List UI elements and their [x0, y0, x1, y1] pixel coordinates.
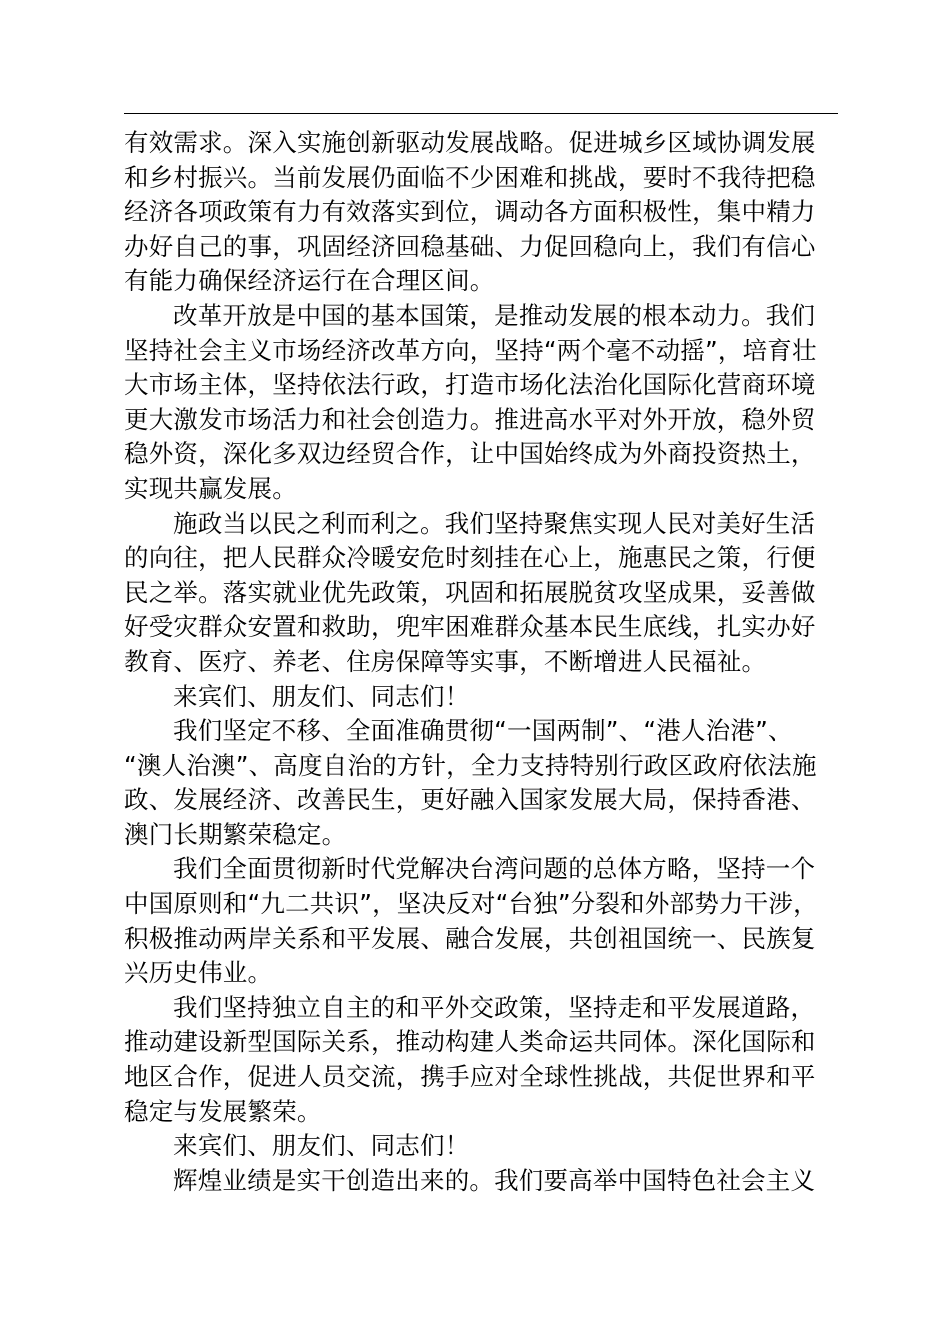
text-line: 稳定与发展繁荣。	[124, 1096, 322, 1126]
text-line: 大市场主体，坚持依法行政，打造市场化法治化国际化营商环境	[124, 370, 816, 400]
text-line: 有效需求。深入实施创新驱动发展战略。促进城乡区域协调发展	[124, 128, 816, 157]
text-line: 教育、医疗、养老、住房保障等实事，不断增进人民福祉。	[124, 646, 767, 676]
text-line: “澳人治澳”、高度自治的方针，全力支持特别行政区政府依法施	[124, 750, 817, 780]
document-body	[124, 126, 840, 1198]
text-line: 推动建设新型国际关系，推动构建人类命运共同体。深化国际和	[124, 1027, 816, 1057]
text-line: 兴历史伟业。	[124, 958, 273, 988]
text-line: 澳门长期繁荣稳定。	[124, 819, 347, 849]
text-line: 更大激发市场活力和社会创造力。推进高水平对外开放，稳外贸	[124, 404, 816, 434]
text-line: 政、发展经济、改善民生，更好融入国家发展大局，保持香港、	[124, 785, 816, 815]
text-line: 中国原则和“九二共识”，坚决反对“台独”分裂和外部势力干涉，	[124, 889, 818, 919]
text-line: 我们坚持独立自主的和平外交政策，坚持走和平发展道路，	[173, 992, 816, 1022]
text-line: 积极推动两岸关系和平发展、融合发展，共创祖国统一、民族复	[124, 923, 816, 953]
text-line: 地区合作，促进人员交流，携手应对全球性挑战，共促世界和平	[124, 1062, 816, 1092]
text-line: 坚持社会主义市场经济改革方向，坚持“两个毫不动摇”，培育壮	[124, 335, 817, 365]
text-line: 有能力确保经济运行在合理区间。	[124, 266, 495, 296]
text-line: 我们全面贯彻新时代党解决台湾问题的总体方略，坚持一个	[173, 854, 816, 884]
text-line: 民之举。落实就业优先政策，巩固和拓展脱贫攻坚成果，妥善做	[124, 577, 816, 607]
text-line: 来宾们、朋友们、同志们！	[173, 1131, 470, 1161]
text-line: 经济各项政策有力有效落实到位，调动各方面积极性，集中精力	[124, 197, 816, 227]
text-line: 实现共赢发展。	[124, 473, 297, 503]
text-line: 和乡村振兴。当前发展仍面临不少困难和挑战，要时不我待把稳	[124, 162, 816, 192]
text-line: 我们坚定不移、全面准确贯彻“一国两制”、“港人治港”、	[173, 716, 793, 746]
text-line: 来宾们、朋友们、同志们！	[173, 681, 470, 711]
text-line: 稳外资，深化多双边经贸合作，让中国始终成为外商投资热土，	[124, 439, 816, 469]
text-line: 好受灾群众安置和救助，兜牢困难群众基本民生底线，扎实办好	[124, 612, 816, 642]
text-line: 的向往，把人民群众冷暖安危时刻挂在心上，施惠民之策，行便	[124, 543, 816, 573]
text-line: 改革开放是中国的基本国策，是推动发展的根本动力。我们	[173, 300, 816, 330]
header-rule	[124, 113, 838, 114]
text-line: 办好自己的事，巩固经济回稳基础、力促回稳向上，我们有信心	[124, 231, 816, 261]
text-line: 辉煌业绩是实干创造出来的。我们要高举中国特色社会主义	[173, 1165, 816, 1195]
text-line: 施政当以民之利而利之。我们坚持聚焦实现人民对美好生活	[173, 508, 816, 538]
